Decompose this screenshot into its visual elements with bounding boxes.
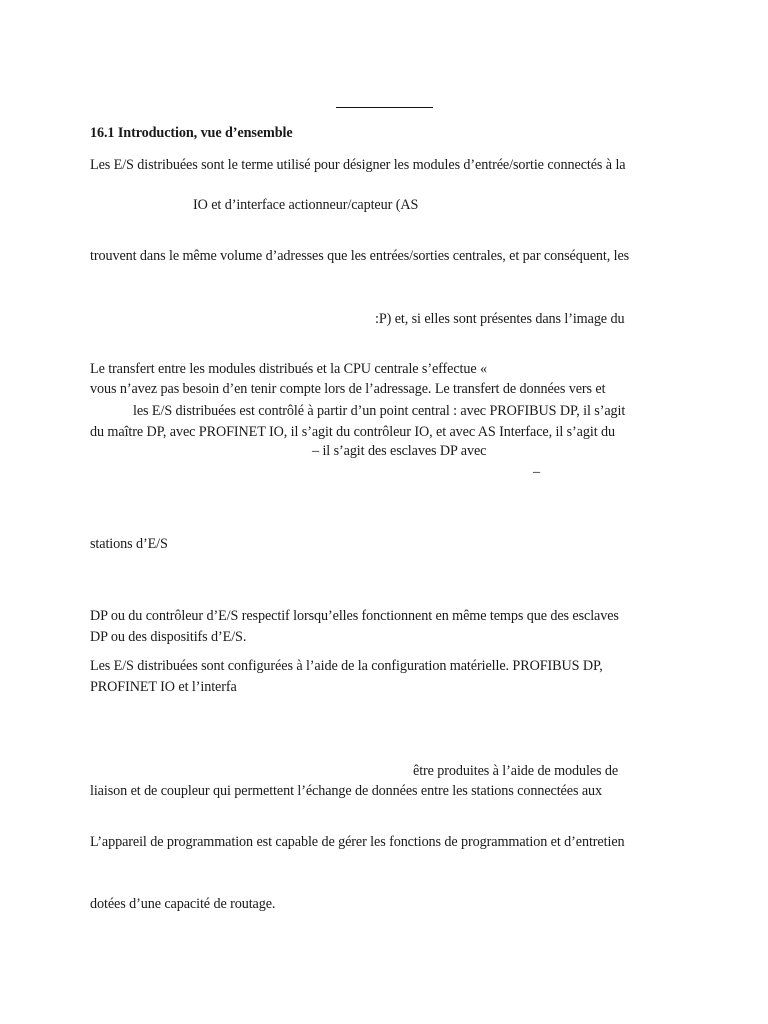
text-line-10: stations d’E/S (90, 536, 168, 552)
text-line-5: Le transfert entre les modules distribués et la CPU centrale s’effectue « (90, 361, 488, 377)
text-line-6: vous n’avez pas besoin d’en tenir compte lors de l’adressage. Le transfert de données vers et (90, 381, 606, 397)
text-line-16: liaison et de coupleur qui permettent l’échange de données entre les stations connectées aux (90, 783, 602, 799)
text-line-9: – il s’agit des esclaves DP avec (312, 443, 487, 459)
title-rule (336, 107, 433, 108)
text-line-2: IO et d’interface actionneur/capteur (AS (193, 197, 419, 213)
text-line-8: du maître DP, avec PROFINET IO, il s’agit du contrôleur IO, et avec AS Interface, il s’agit du (90, 424, 615, 440)
text-line-11: DP ou du contrôleur d’E/S respectif lorsqu’elles fonctionnent en même temps que des esclaves (90, 608, 619, 624)
text-line-17: L’appareil de programmation est capable de gérer les fonctions de programmation et d’entretien (90, 834, 625, 850)
text-line-7: les E/S distribuées est contrôlé à partir d’un point central : avec PROFIBUS DP, il s’agit (133, 403, 626, 419)
text-line-4: :P) et, si elles sont présentes dans l’image du (375, 311, 625, 327)
text-line-13: Les E/S distribuées sont configurées à l’aide de la configuration matérielle. PROFIBUS DP, (90, 658, 603, 674)
dash-mark: – (533, 464, 540, 480)
text-line-15: être produites à l’aide de modules de (413, 763, 619, 779)
text-line-12: DP ou des dispositifs d’E/S. (90, 629, 247, 645)
text-line-3: trouvent dans le même volume d’adresses que les entrées/sorties centrales, et par conséquent, les (90, 248, 630, 264)
text-line-14: PROFINET IO et l’interfa (90, 679, 237, 695)
section-heading: 16.1 Introduction, vue d’ensemble (90, 125, 293, 141)
text-line-18: dotées d’une capacité de routage. (90, 896, 276, 912)
text-line-1: Les E/S distribuées sont le terme utilisé pour désigner les modules d’entrée/sortie connectés à la (90, 157, 626, 173)
